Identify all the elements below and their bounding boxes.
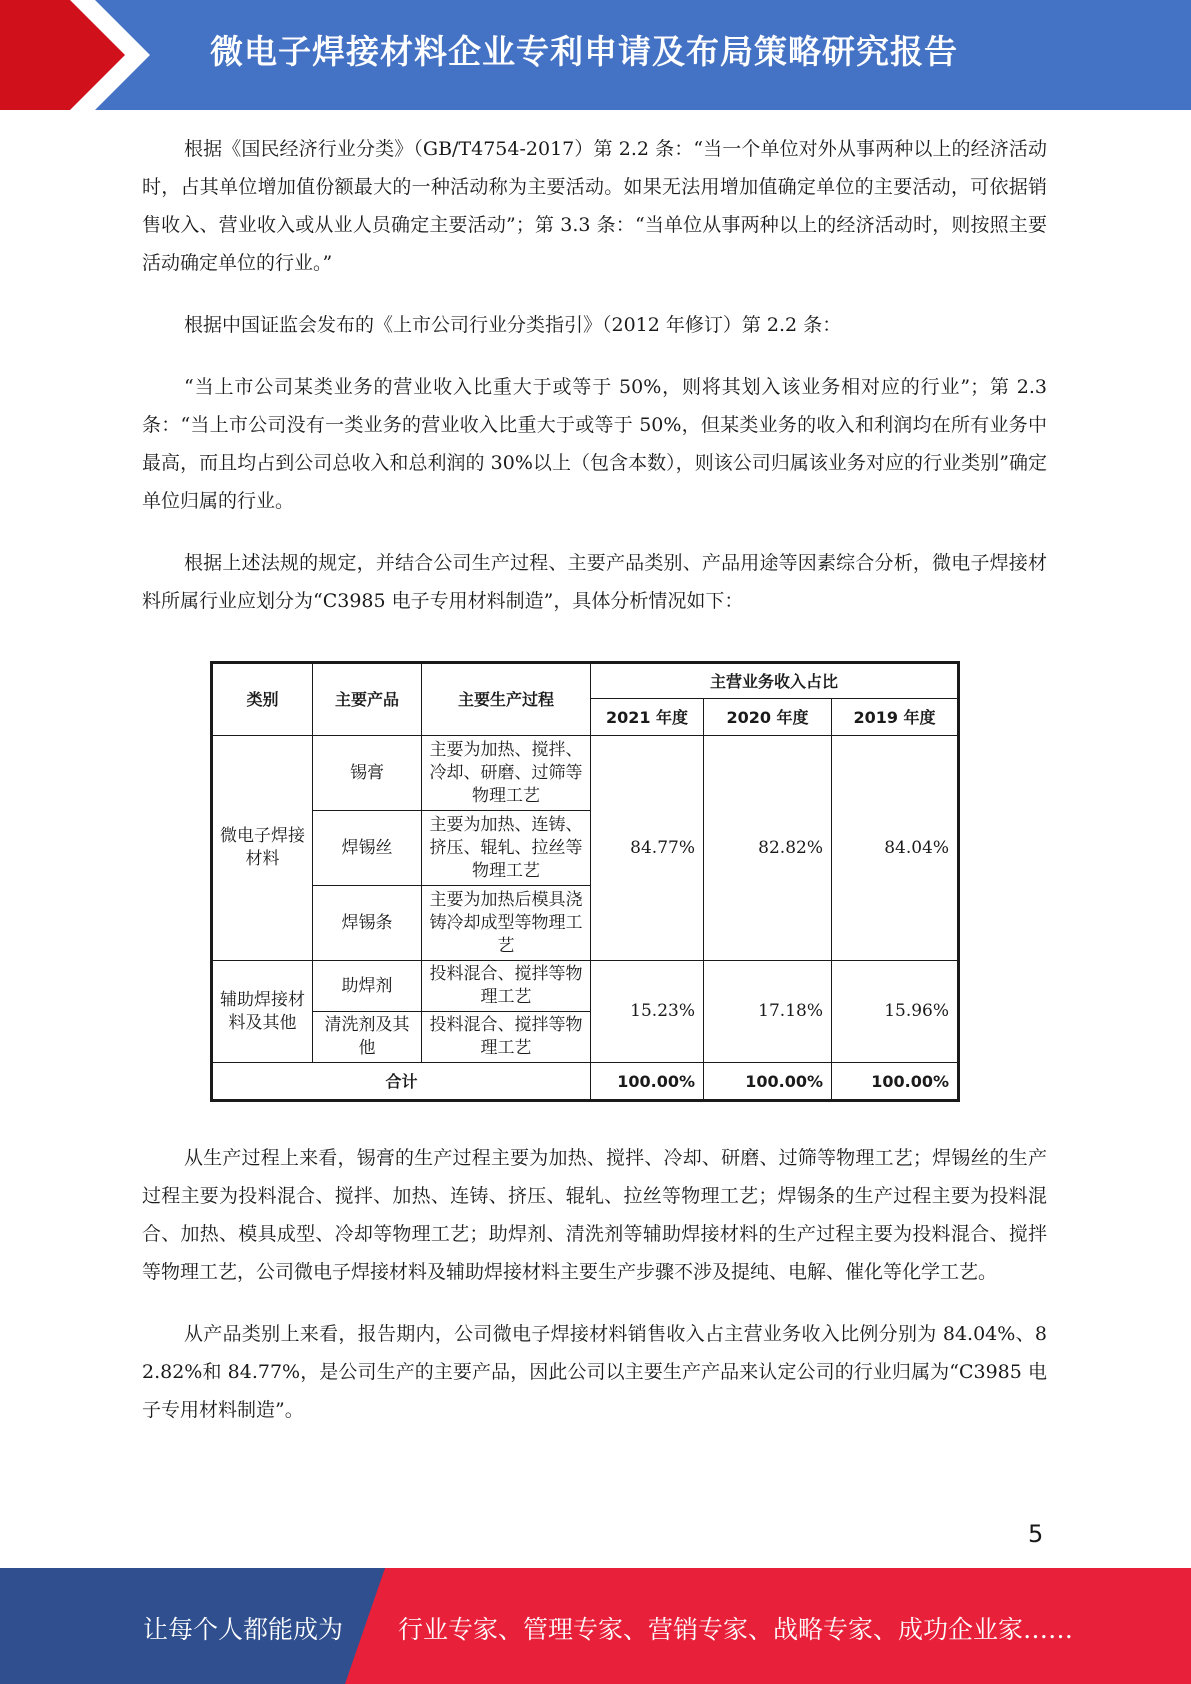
- total-2020-cell: 100.00%: [704, 1063, 832, 1101]
- product-cell: 焊锡丝: [313, 811, 422, 886]
- share-2021-cell: 15.23%: [591, 961, 704, 1063]
- page-footer: [0, 1568, 1191, 1684]
- process-cell: 主要为加热后模具浇铸冷却成型等物理工艺: [422, 886, 591, 961]
- paragraph-industry-classification: 根据《国民经济行业分类》（GB/T4754-2017）第 2.2 条：“当一个单位对外从事两种以上的经济活动时，占其单位增加值份额最大的一种活动称为主要活动。如果无法用增加值确定单位的主要活动，可依据销售收入、营业收入或从业人员确定主要活动”；第 3.3 条：“当单位从事两种以上的经济活动时，则按照主要活动确定单位的行业。”: [142, 138, 1047, 274]
- footer-slogan-right: 行业专家、管理专家、营销专家、战略专家、成功企业家……: [398, 1615, 1074, 1644]
- page-header: [0, 0, 1191, 110]
- report-title: 微电子焊接材料企业专利申请及布局策略研究报告: [210, 32, 958, 71]
- process-cell: 主要为加热、搅拌、冷却、研磨、过筛等物理工艺: [422, 736, 591, 811]
- paragraph-product-category: 从产品类别上来看，报告期内，公司微电子焊接材料销售收入占主营业务收入比例分别为 84.04%、82.82%和 84.77%，是公司生产的主要产品，因此公司以主要生产产品来认定公司的行业归属为“C3985 电子专用材料制造”。: [142, 1323, 1047, 1421]
- product-cell: 助焊剂: [313, 961, 422, 1012]
- header-year-2021: 2021 年度: [591, 699, 704, 736]
- share-2020-cell: 82.82%: [704, 736, 832, 961]
- total-label-cell: 合计: [212, 1063, 591, 1101]
- paragraph-production-process: 从生产过程上来看，锡膏的生产过程主要为加热、搅拌、冷却、研磨、过筛等物理工艺；焊锡丝的生产过程主要为投料混合、搅拌、加热、连铸、挤压、辊轧、拉丝等物理工艺；焊锡条的生产过程主要为投料混合、加热、模具成型、冷却等物理工艺；助焊剂、清洗剂等辅助焊接材料的生产过程主要为投料混合、搅拌等物理工艺，公司微电子焊接材料及辅助焊接材料主要生产步骤不涉及提纯、电解、催化等化学工艺。: [142, 1147, 1047, 1283]
- process-cell: 投料混合、搅拌等物理工艺: [422, 1012, 591, 1063]
- page-number: 5: [1028, 1520, 1044, 1548]
- process-cell: 主要为加热、连铸、挤压、辊轧、拉丝等物理工艺: [422, 811, 591, 886]
- header-product: 主要产品: [313, 663, 422, 736]
- total-2019-cell: 100.00%: [832, 1063, 959, 1101]
- paragraph-csrc-rules: “当上市公司某类业务的营业收入比重大于或等于 50%，则将其划入该业务相对应的行业”；第 2.3 条：“当上市公司没有一类业务的营业收入比重大于或等于 50%，但某类业务的收入和利润均在所有业务中最高，而且均占到公司总收入和总利润的 30%以上（包含本数），则该公司归属该业务对应的行业类别”确定单位归属的行业。: [142, 376, 1047, 512]
- header-revenue-share: 主营业务收入占比: [591, 663, 959, 699]
- category-cell: 辅助焊接材料及其他: [212, 961, 313, 1063]
- footer-slogan-left: 让每个人都能成为: [143, 1615, 344, 1644]
- process-cell: 投料混合、搅拌等物理工艺: [422, 961, 591, 1012]
- category-cell: 微电子焊接材料: [212, 736, 313, 961]
- header-year-2020: 2020 年度: [704, 699, 832, 736]
- share-2019-cell: 15.96%: [832, 961, 959, 1063]
- body-text-top: [142, 130, 1047, 644]
- product-cell: 锡膏: [313, 736, 422, 811]
- paragraph-analysis-intro: 根据上述法规的规定，并结合公司生产过程、主要产品类别、产品用途等因素综合分析，微电子焊接材料所属行业应划分为“C3985 电子专用材料制造”，具体分析情况如下：: [142, 552, 1047, 612]
- share-2019-cell: 84.04%: [832, 736, 959, 961]
- paragraph-csrc-guideline: 根据中国证监会发布的《上市公司行业分类指引》（2012 年修订）第 2.2 条：: [184, 314, 842, 336]
- share-2021-cell: 84.77%: [591, 736, 704, 961]
- header-year-2019: 2019 年度: [832, 699, 959, 736]
- share-2020-cell: 17.18%: [704, 961, 832, 1063]
- revenue-share-table: [210, 661, 960, 1102]
- header-category: 类别: [212, 663, 313, 736]
- revenue-share-table-wrapper: [210, 661, 957, 1102]
- product-cell: 焊锡条: [313, 886, 422, 961]
- body-text-bottom: [142, 1139, 1047, 1453]
- header-process: 主要生产过程: [422, 663, 591, 736]
- total-2021-cell: 100.00%: [591, 1063, 704, 1101]
- product-cell: 清洗剂及其他: [313, 1012, 422, 1063]
